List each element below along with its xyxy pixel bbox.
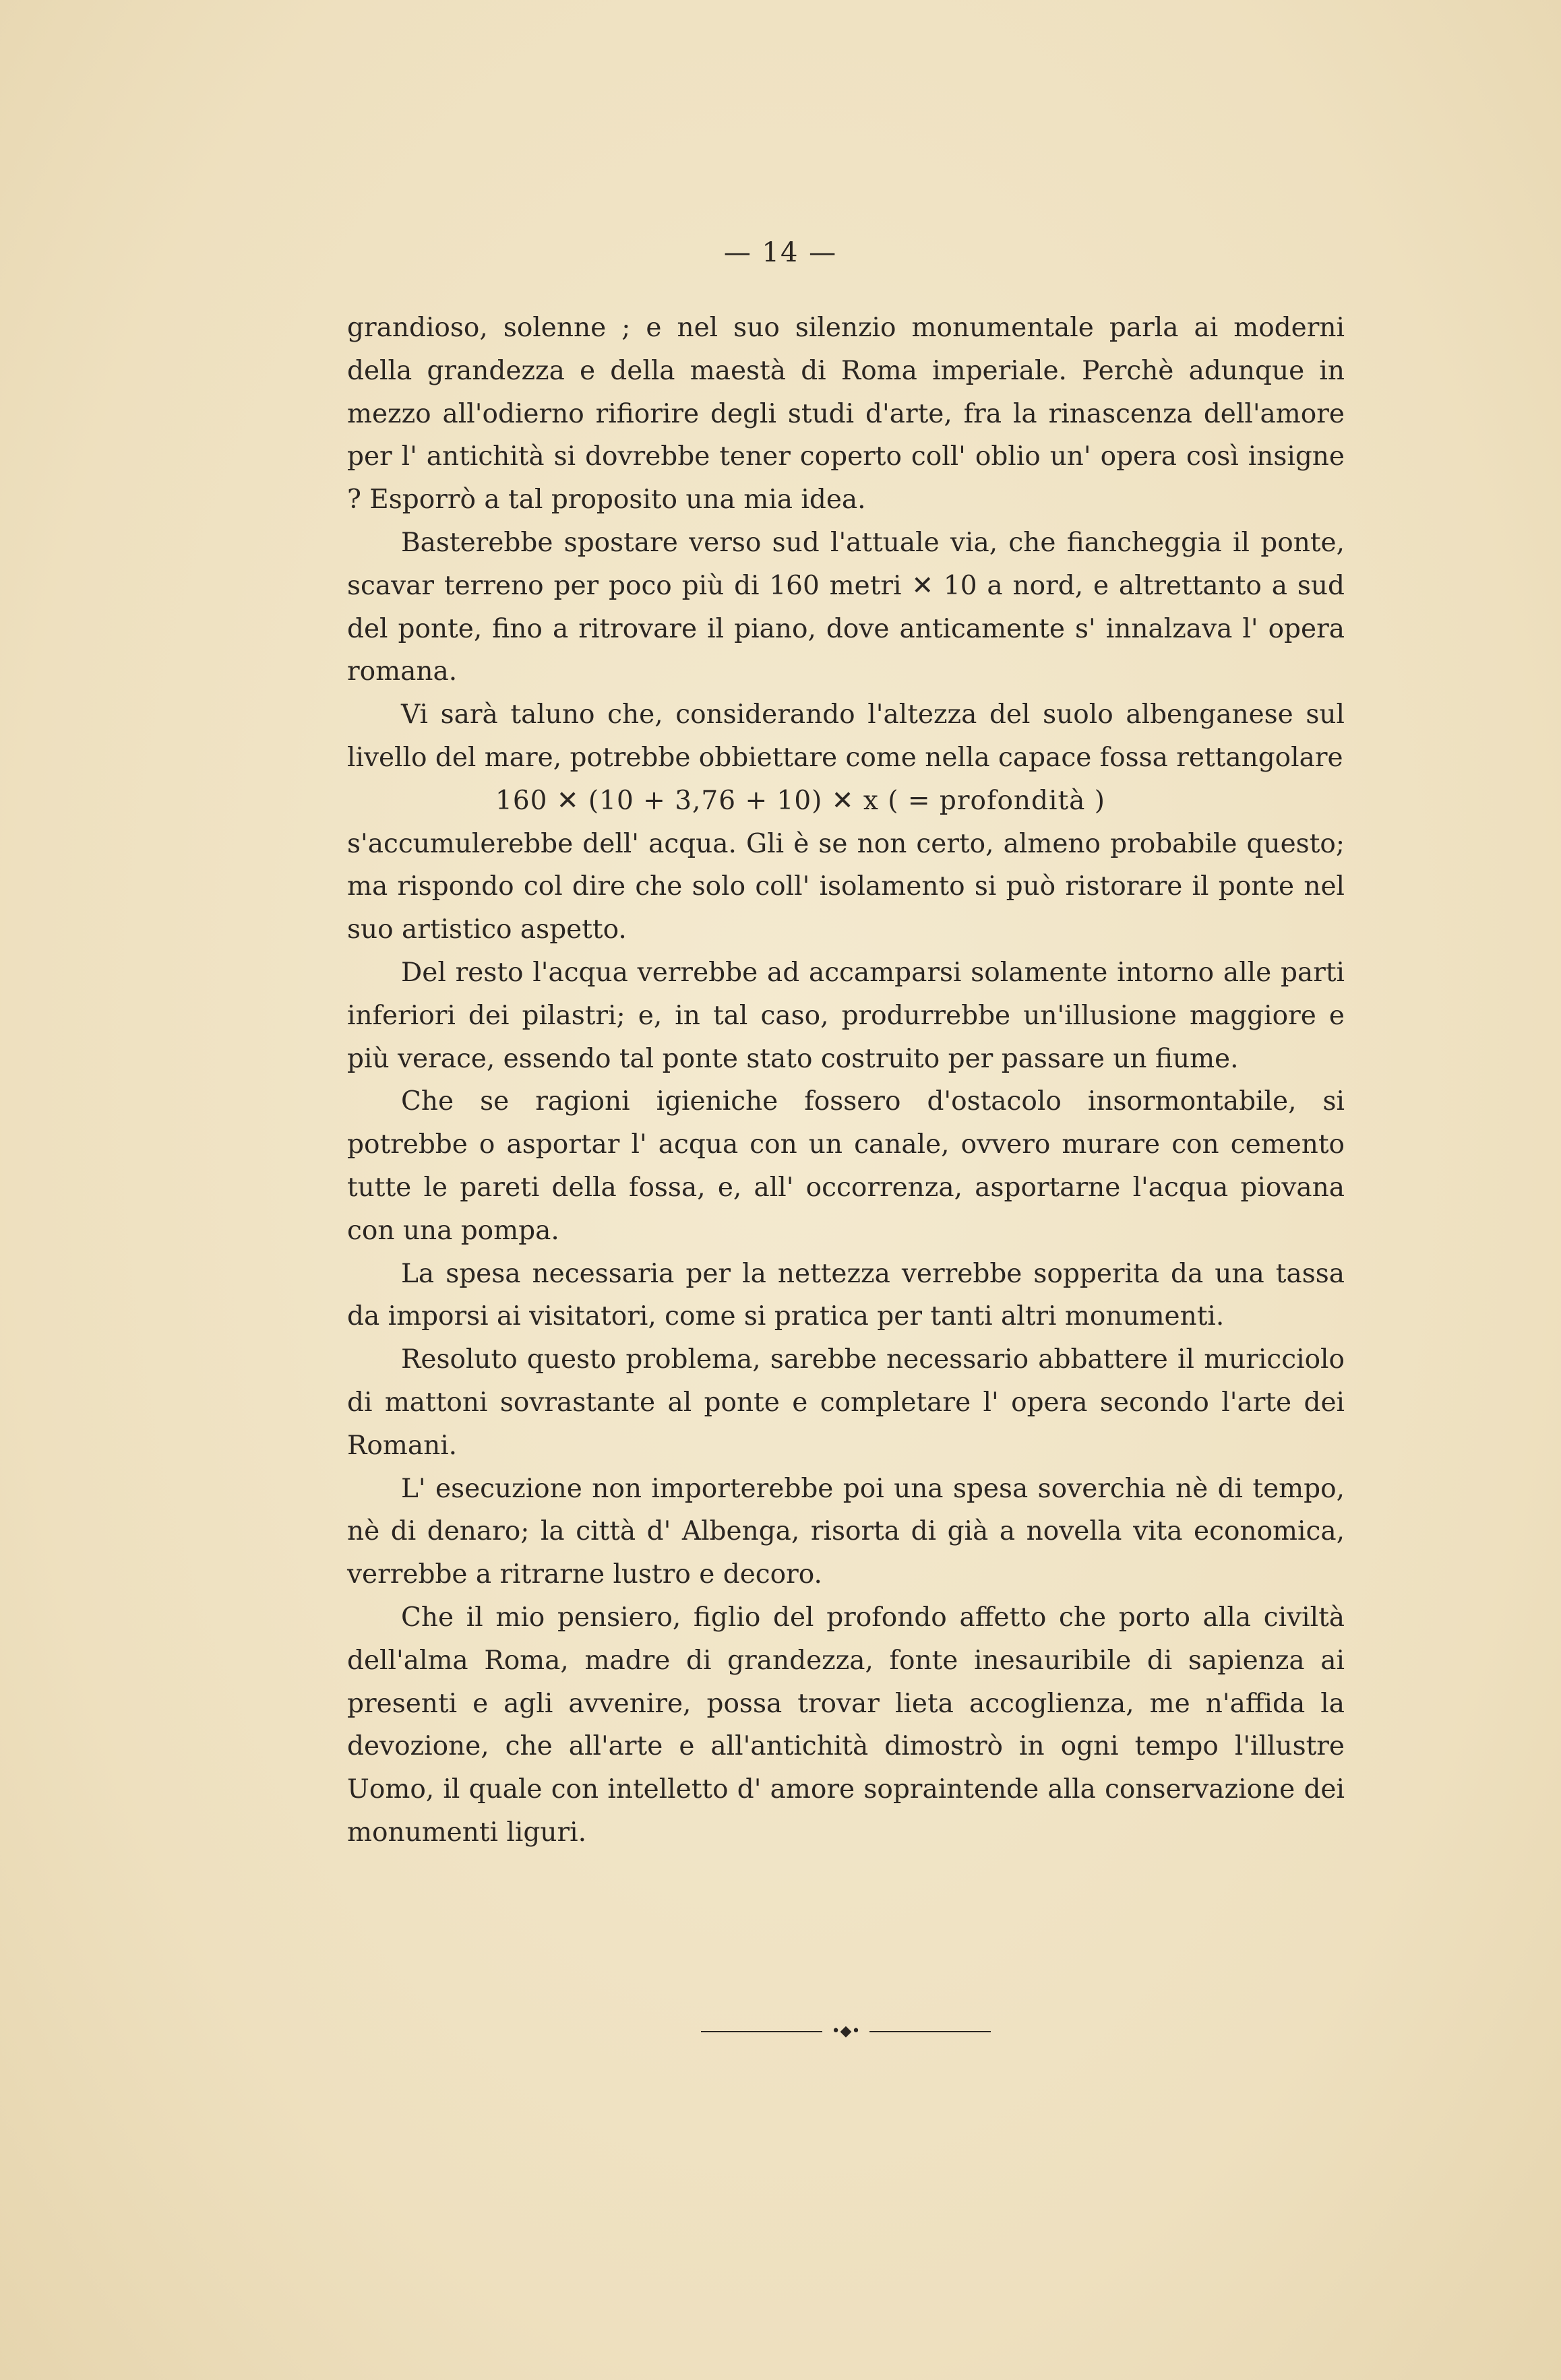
paragraph: Basterebbe spostare verso sud l'attuale via, che fiancheggia il ponte, scavar terreno per poco più di 160 metri ✕ 10 a nord, e altrettanto a sud del ponte, fino a ritrovare il piano, dove anticamente s' innalzava l' opera romana. [347, 527, 1345, 687]
paragraph: Resoluto questo problema, sarebbe necessario abbattere il muricciolo di mattoni sovrastante al ponte e completare l' opera secondo l'arte dei Romani. [347, 1344, 1345, 1461]
page-number: — 14 — [723, 237, 838, 268]
paragraph: Del resto l'acqua verrebbe ad accamparsi solamente intorno alle parti inferiori dei pilastri; e, in tal caso, produrrebbe un'illusione maggiore e più verace, essendo tal ponte stato costruito per passare un fiume. [347, 957, 1345, 1074]
rule-line-left [701, 2031, 822, 2032]
paragraph: Vi sarà taluno che, considerando l'altezza del suolo albenganese sul livello del mare, potrebbe obbiettare come nella capace fossa rettangolare [347, 699, 1345, 773]
body-text [347, 307, 1345, 1854]
end-ornament-rule [701, 2022, 991, 2042]
paragraph: grandioso, solenne ; e nel suo silenzio monumentale parla ai moderni della grandezza e della maestà di Roma imperiale. Perchè adunque in mezzo all'odierno rifiorire degli studi d'arte, fra la rinascenza dell'amore per l' antichità si dovrebbe tener coperto coll' oblio un' opera così insigne ? Esporrò a tal proposito una mia idea. [347, 313, 1345, 515]
paragraph: La spesa necessaria per la nettezza verrebbe sopperita da una tassa da imporsi ai visitatori, come si pratica per tanti altri monumenti. [347, 1258, 1345, 1332]
paragraph: Che se ragioni igieniche fossero d'ostacolo insormontabile, si potrebbe o asportar l' acqua con un canale, ovvero murare con cemento tutte le pareti della fossa, e, all' occorrenza, asportarne l'acqua piovana con una pompa. [347, 1086, 1345, 1246]
formula: 160 ✕ (10 + 3,76 + 10) ✕ x ( = profondità ) [495, 785, 1106, 816]
ornament-icon: •◆• [831, 2023, 861, 2040]
rule-line-right [869, 2031, 991, 2032]
paragraph: Che il mio pensiero, figlio del profondo affetto che porto alla civiltà dell'alma Roma, madre di grandezza, fonte inesauribile di sapienza ai presenti e agli avvenire, possa trovar lieta accoglienza, me n'affida la devozione, che all'arte e all'antichità dimostrò in ogni tempo l'illustre Uomo, il quale con intelletto d' amore sopraintende alla conservazione dei monumenti liguri. [347, 1602, 1345, 1848]
paragraph: s'accumulerebbe dell' acqua. Gli è se non certo, almeno probabile questo; ma rispondo col dire che solo coll' isolamento si può ristorare il ponte nel suo artistico aspetto. [347, 828, 1345, 945]
paragraph: L' esecuzione non importerebbe poi una spesa soverchia nè di tempo, nè di denaro; la città d' Albenga, risorta di già a novella vita economica, verrebbe a ritrarne lustro e decoro. [347, 1473, 1345, 1590]
